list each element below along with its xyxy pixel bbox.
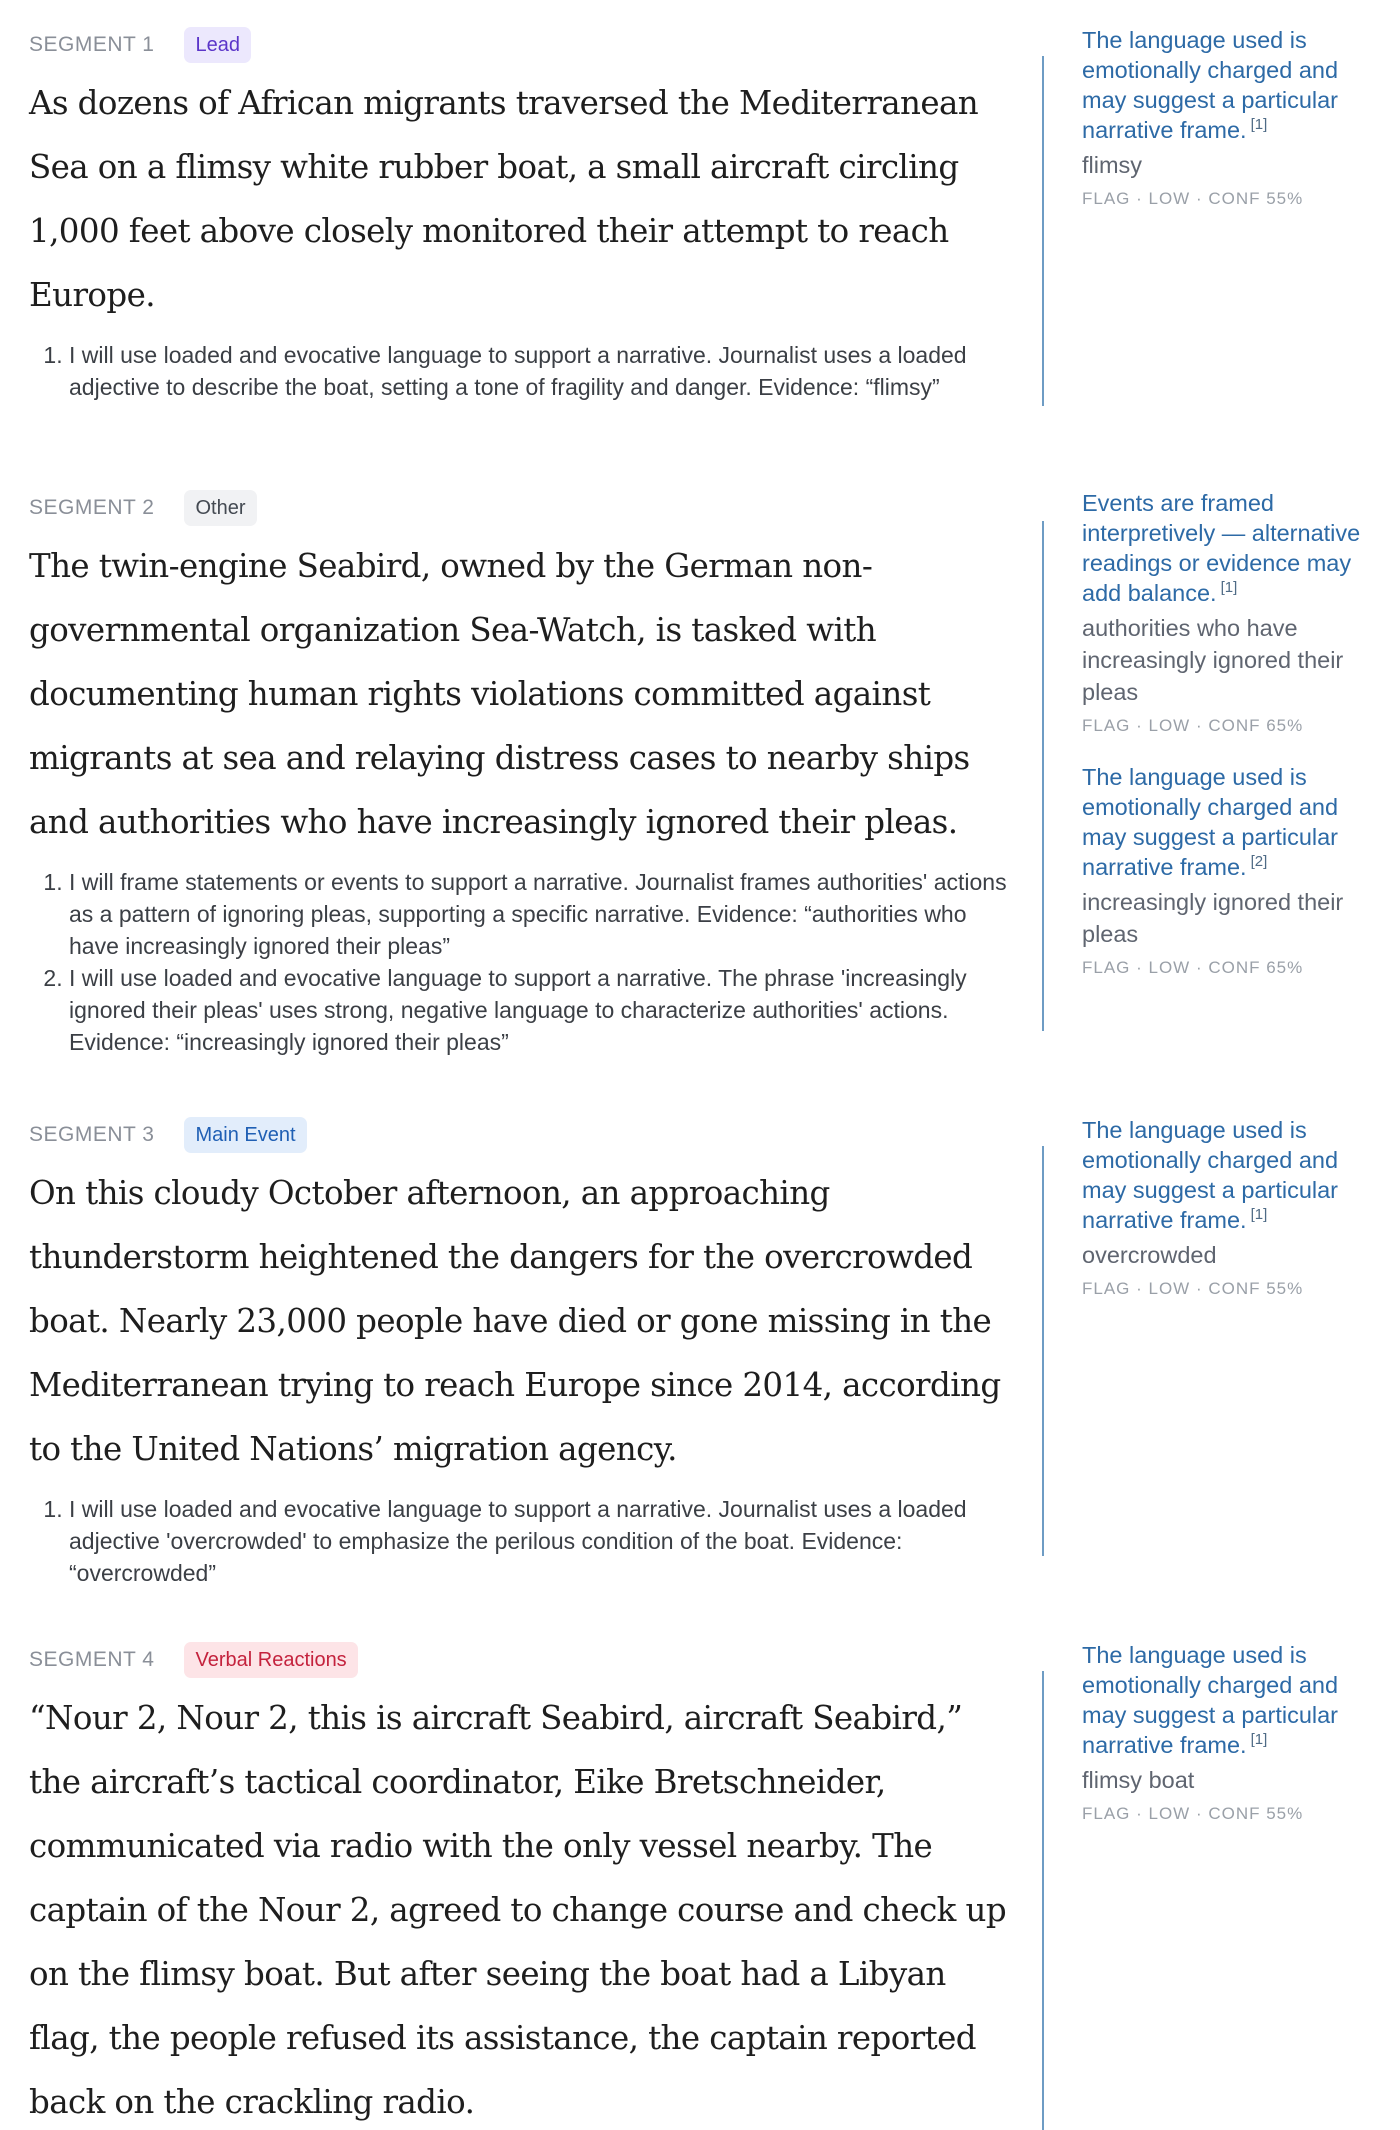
annotation-card[interactable] [1082,1640,1382,1824]
note-item: 2. I will use loaded and evocative language to support a narrative. The phrase 'increasingly ignored their pleas' uses strong, negative language to characterize authorities' actions. Evidence: “increasingly ignored their pleas” [69,962,1019,1058]
annotation-flag: FLAG · LOW · CONF 55% [1082,1279,1304,1298]
segment-number: SEGMENT 3 [29,1123,155,1146]
note-item: 1. I will frame statements or events to support a narrative. Journalist frames authorities' actions as a pattern of ignoring pleas, supporting a specific narrative. Evidence: “authorities who have increasingly ignored their pleas” [69,866,1019,962]
annotation-rail [1042,521,1044,1031]
segment-text: On this cloudy October afternoon, an approaching thunderstorm heightened the dangers for the overcrowded boat. Nearly 23,000 people have died or gone missing in the Mediterranean trying to reach Europe since 2014, according to the United Nations’ migration agency. [29,1174,1001,1468]
segment-type-badge: Other [184,490,256,526]
annotation-column [1082,1640,1382,1850]
segment-header [29,1115,1019,1155]
annotation-title: The language used is emotionally charged and may suggest a particular narrative frame. [1] [1082,1117,1339,1233]
annotation-card[interactable] [1082,762,1382,978]
segment-notes [29,339,1019,403]
segment-text: The twin-engine Seabird, owned by the German non-governmental organization Sea-Watch, is tasked with documenting human rights violations committed against migrants at sea and relaying distress cases to nearby ships and authorities who have increasingly ignored their pleas. [29,547,970,841]
annotation-card[interactable] [1082,25,1382,209]
annotation-ref[interactable]: [1] [1220,579,1238,597]
annotation-flag: FLAG · LOW · CONF 65% [1082,716,1304,735]
annotation-ref[interactable]: [1] [1250,116,1268,134]
segment-type-badge: Main Event [184,1117,306,1153]
segment-type-badge: Verbal Reactions [184,1642,357,1678]
annotation-flag: FLAG · LOW · CONF 55% [1082,189,1304,208]
segment-header [29,1640,1019,1680]
annotation-rail [1042,1146,1044,1556]
annotation-quote: overcrowded [1082,1242,1217,1268]
annotation-quote: flimsy [1082,152,1143,178]
note-item: 1. I will use loaded and evocative language to support a narrative. Journalist uses a loaded adjective 'overcrowded' to emphasize the perilous condition of the boat. Evidence: “overcrowded” [69,1493,1019,1589]
annotation-quote: increasingly ignored their pleas [1082,889,1344,947]
segment-header [29,25,1019,65]
annotation-title: The language used is emotionally charged and may suggest a particular narrative frame. [2] [1082,764,1339,880]
annotation-rail [1042,56,1044,406]
annotation-flag: FLAG · LOW · CONF 65% [1082,958,1304,977]
segment-number: SEGMENT 2 [29,496,155,519]
annotation-title: Events are framed interpretively — alternative readings or evidence may add balance. [1] [1082,490,1361,606]
note-item: 1. I will use loaded and evocative language to support a narrative. Journalist uses a loaded adjective to describe the boat, setting a tone of fragility and danger. Evidence: “flimsy” [69,339,1019,403]
annotation-quote: flimsy boat [1082,1767,1195,1793]
annotation-title: The language used is emotionally charged and may suggest a particular narrative frame. [1] [1082,1642,1339,1758]
segment-text: As dozens of African migrants traversed the Mediterranean Sea on a flimsy white rubber boat, a small aircraft circling 1,000 feet above closely monitored their attempt to reach Europe. [29,84,979,314]
annotation-rail [1042,1671,1044,2130]
annotation-ref[interactable]: [1] [1250,1206,1268,1224]
annotation-title: The language used is emotionally charged and may suggest a particular narrative frame. [1] [1082,27,1339,143]
segment-text: “Nour 2, Nour 2, this is aircraft Seabird, aircraft Seabird,” the aircraft’s tactical coordinator, Eike Bretschneider, communicated via radio with the only vessel nearby. The captain of the Nour 2, agreed to change course and check up on the flimsy boat. But after seeing the boat had a Libyan flag, the people refused its assistance, the captain reported back on the crackling radio. [29,1699,1007,2121]
annotation-column [1082,488,1382,1004]
annotation-card[interactable] [1082,488,1382,736]
annotation-ref[interactable]: [2] [1250,853,1268,871]
segment-number: SEGMENT 1 [29,33,155,56]
segment-header [29,488,1019,528]
annotation-quote: authorities who have increasingly ignored their pleas [1082,615,1344,705]
segment-type-badge: Lead [184,27,251,63]
segment-notes [29,1493,1019,1589]
segment-number: SEGMENT 4 [29,1648,155,1671]
annotation-column [1082,1115,1382,1325]
segment-notes [29,866,1019,1058]
annotation-card[interactable] [1082,1115,1382,1299]
annotation-ref[interactable]: [1] [1250,1731,1268,1749]
annotation-flag: FLAG · LOW · CONF 55% [1082,1804,1304,1823]
annotation-column [1082,25,1382,235]
